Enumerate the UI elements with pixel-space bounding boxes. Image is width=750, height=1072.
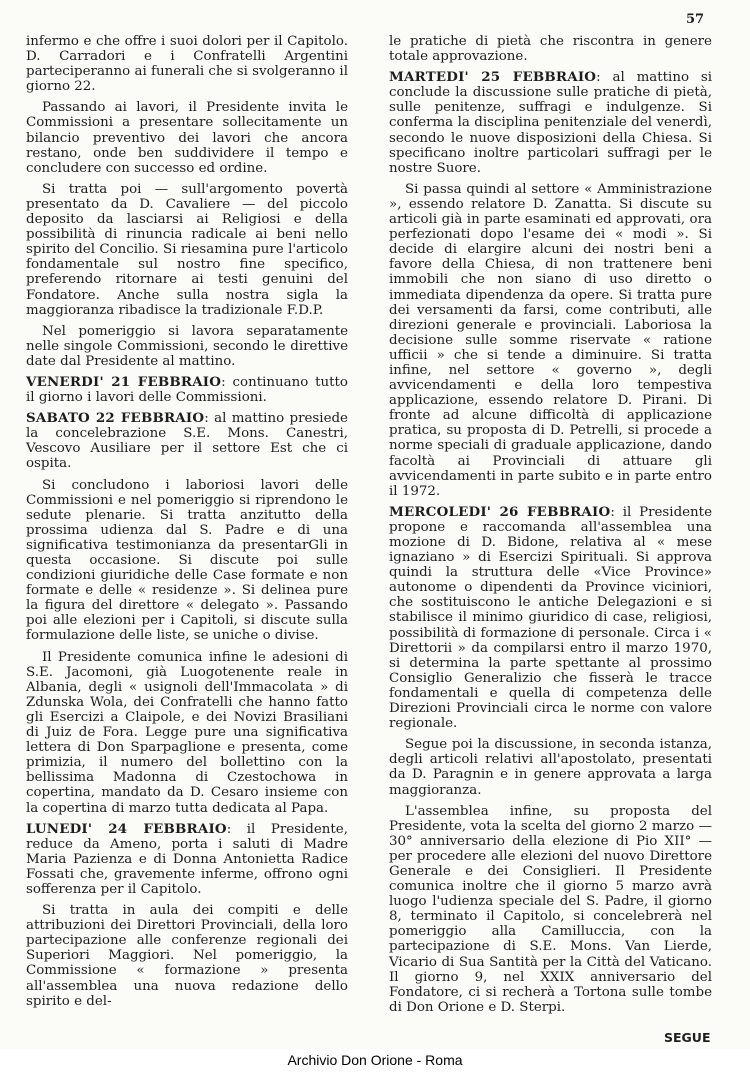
footer-text: Archivio Don Orione - Roma: [287, 1052, 463, 1068]
paragraph: Passando ai lavori, il Presidente invita le Commissioni a presentare sollecitamente un bilancio preventivo dei lavori che ancora restano, onde ben suddividere il tempo e concludere con successo ed ordine.: [26, 100, 348, 176]
entry-text: : continuano tutto il giorno i lavori delle Commissioni.: [26, 374, 348, 406]
entry-text: : il Presidente, reduce da Ameno, porta i saluti di Madre Maria Pazienza e di Donna Antonietta Radice Fossati che, gravemente inferme, offrono ogni sofferenza per il Capitolo.: [26, 821, 348, 897]
paragraph: L'assemblea infine, su proposta del Presidente, vota la scelta del giorno 2 marzo — 30° anniversario della elezione di Pio XII° — per procedere alle elezioni del nuovo Direttore Generale e dei Consiglieri. Il Presidente comunica inoltre che il giorno 5 marzo avrà luogo l'udienza speciale del S. Padre, il giorno 8, terminato il Capitolo, si concelebrerà nel pomeriggio alla Camilluccia, con la partecipazione di S.E. Mons. Van Lierde, Vicario di Sua Santità per la Città del Vaticano. Il giorno 9, nel XXIX anniversario del Fondatore, ci si recherà a Tortona sulle tombe di Don Orione e D. Sterpi.: [389, 803, 712, 1015]
page-number: 57: [686, 12, 705, 27]
entry-text: : al mattino presiede la concelebrazione S.E. Mons. Canestri, Vescovo Ausiliare per il settore Est che ci ospita.: [26, 411, 348, 472]
entry-text: : il Presidente propone e raccomanda all'assemblea una mozione di D. Bidone, relativa al « mese ignaziano » di Esercizi Spirituali. Si approva quindi la struttura delle «Vice Province» autonome o dipendenti da Province viciniori, che sostituiscono le antiche Delegazioni e si stabilisce il minimo giuridico di case, religiosi, possibilità di formazione di personale. Circa i « Direttorii » da compilarsi entro il marzo 1970, si determina la parte spettante al prossimo Consiglio Generalizio che fisserà le tracce fondamentali e quella di competenza delle Direzioni Provinciali circa le norme con valore regionale.: [389, 504, 712, 732]
paragraph: Il Presidente comunica infine le adesioni di S.E. Jacomoni, già Luogotenente reale in Albania, degli « usignoli dell'Immacolata » di Zdunska Wola, dei Confratelli che hanno fatto gli Esercizi a Claipole, e dei Novizi Brasiliani di Juiz de Fora. Legge pure una significativa lettera di Don Sparpaglione e presenta, come primizia, il numero del bollettino con la bellissima Madonna di Czestochowa in copertina, mandato da D. Cesaro insieme con la copertina di marzo tutta dedicata al Papa.: [26, 649, 348, 816]
paragraph: infermo e che offre i suoi dolori per il Capitolo. D. Carradori e i Confratelli Argentini parteciperanno ai funerali che si svolgeranno il giorno 22.: [26, 34, 348, 95]
paragraph: Si tratta in aula dei compiti e delle attribuzioni dei Direttori Provinciali, della loro partecipazione alle conferenze regionali dei Superiori Maggiori. Nel pomeriggio, la Commissione « formazione » presenta all'assemblea una nuova redazione dello spirito e del-: [26, 903, 348, 1009]
paragraph: Si tratta poi — sull'argomento povertà presentato da D. Cavaliere — del piccolo deposito da lasciarsi ai Religiosi e della possibilità di rinuncia radicale ai beni nello spirito del Concilio. Si riesamina pure l'articolo fondamentale sul nostro fine specifico, preferendo ritornare ai testi genuini del Fondatore. Anche sulla nostra sigla la maggioranza ribadisce la tradizionale F.D.P.: [26, 181, 348, 318]
right-column: [389, 34, 712, 1021]
archive-footer: [0, 1049, 750, 1072]
paragraph: Segue poi la discussione, in seconda istanza, degli articoli relativi all'apostolato, presentati da D. Paragnin e in genere approvata a larga maggioranza.: [389, 737, 712, 798]
date-heading: MERCOLEDI' 26 FEBBRAIO: [389, 503, 611, 520]
paragraph: Si concludono i laboriosi lavori delle Commissioni e nel pomeriggio si riprendono le sedute plenarie. Si tratta anzitutto della prossima udienza dal S. Padre e di una significativa testimonianza da presentarGli in questa occasione. Si discute poi sulle condizioni giuridiche delle Case formate e non formate e delle « residenze ». Si delinea pure la figura del direttore « delegato ». Passando poi alle elezioni per i Capitoli, si discute sulla formulazione delle liste, se uniche o divise.: [26, 477, 348, 644]
date-heading: MARTEDI' 25 FEBBRAIO: [389, 69, 597, 86]
paragraph: Nel pomeriggio si lavora separatamente nelle singole Commissioni, secondo le direttive date dal Presidente al mattino.: [26, 323, 348, 369]
entry-text: : al mattino si conclude la discussione sulle pratiche di pietà, sulle penitenze, suffragi e indulgenze. Si conferma la disciplina penitenziale del venerdì, secondo le nuove disposizioni della Chiesa. Si specificano inoltre particolari suffragi per le nostre Suore.: [389, 70, 712, 176]
diary-entry-martedi: [389, 70, 712, 176]
date-heading: LUNEDI' 24 FEBBRAIO: [26, 820, 227, 837]
diary-entry-lunedi: [26, 822, 348, 897]
paragraph: Si passa quindi al settore « Amministrazione », essendo relatore D. Zanatta. Si discute su articoli già in parte esaminati ed approvati, ora perfezionati dopo l'esame dei « modi ». Si decide di elargire alcuni dei nostri beni a favore della Chiesa, di non trattenere beni immobili che non siano di uso diretto o immediata dipendenza da opere. Si tratta pure dei versamenti da farsi, come contributi, alle direzioni generale e provinciali. Laboriosa la decisione sulle somme riservate « ratione ufficii » che si tende a diminuire. Si tratta infine, nel settore « governo », degli avvicendamenti e della loro tempestiva applicazione, essendo relatore D. Pirani. Di fronte ad alcune difficoltà di applicazione pratica, su proposta di D. Petrelli, si procede a norme speciali di graduale applicazione, dando facoltà ai Provinciali di attuare gli avvicendamenti in parte subito e in parte entro il 1972.: [389, 181, 712, 499]
left-column: [26, 34, 348, 1015]
continued-label: SEGUE: [664, 1030, 711, 1045]
date-heading: VENERDI' 21 FEBBRAIO: [26, 373, 222, 390]
diary-entry-mercoledi: [389, 505, 712, 731]
diary-entry-venerdi: [26, 375, 348, 405]
diary-entry-sabato: [26, 411, 348, 471]
date-heading: SABATO 22 FEBBRAIO: [26, 410, 205, 427]
paragraph: le pratiche di pietà che riscontra in genere totale approvazione.: [389, 34, 712, 65]
